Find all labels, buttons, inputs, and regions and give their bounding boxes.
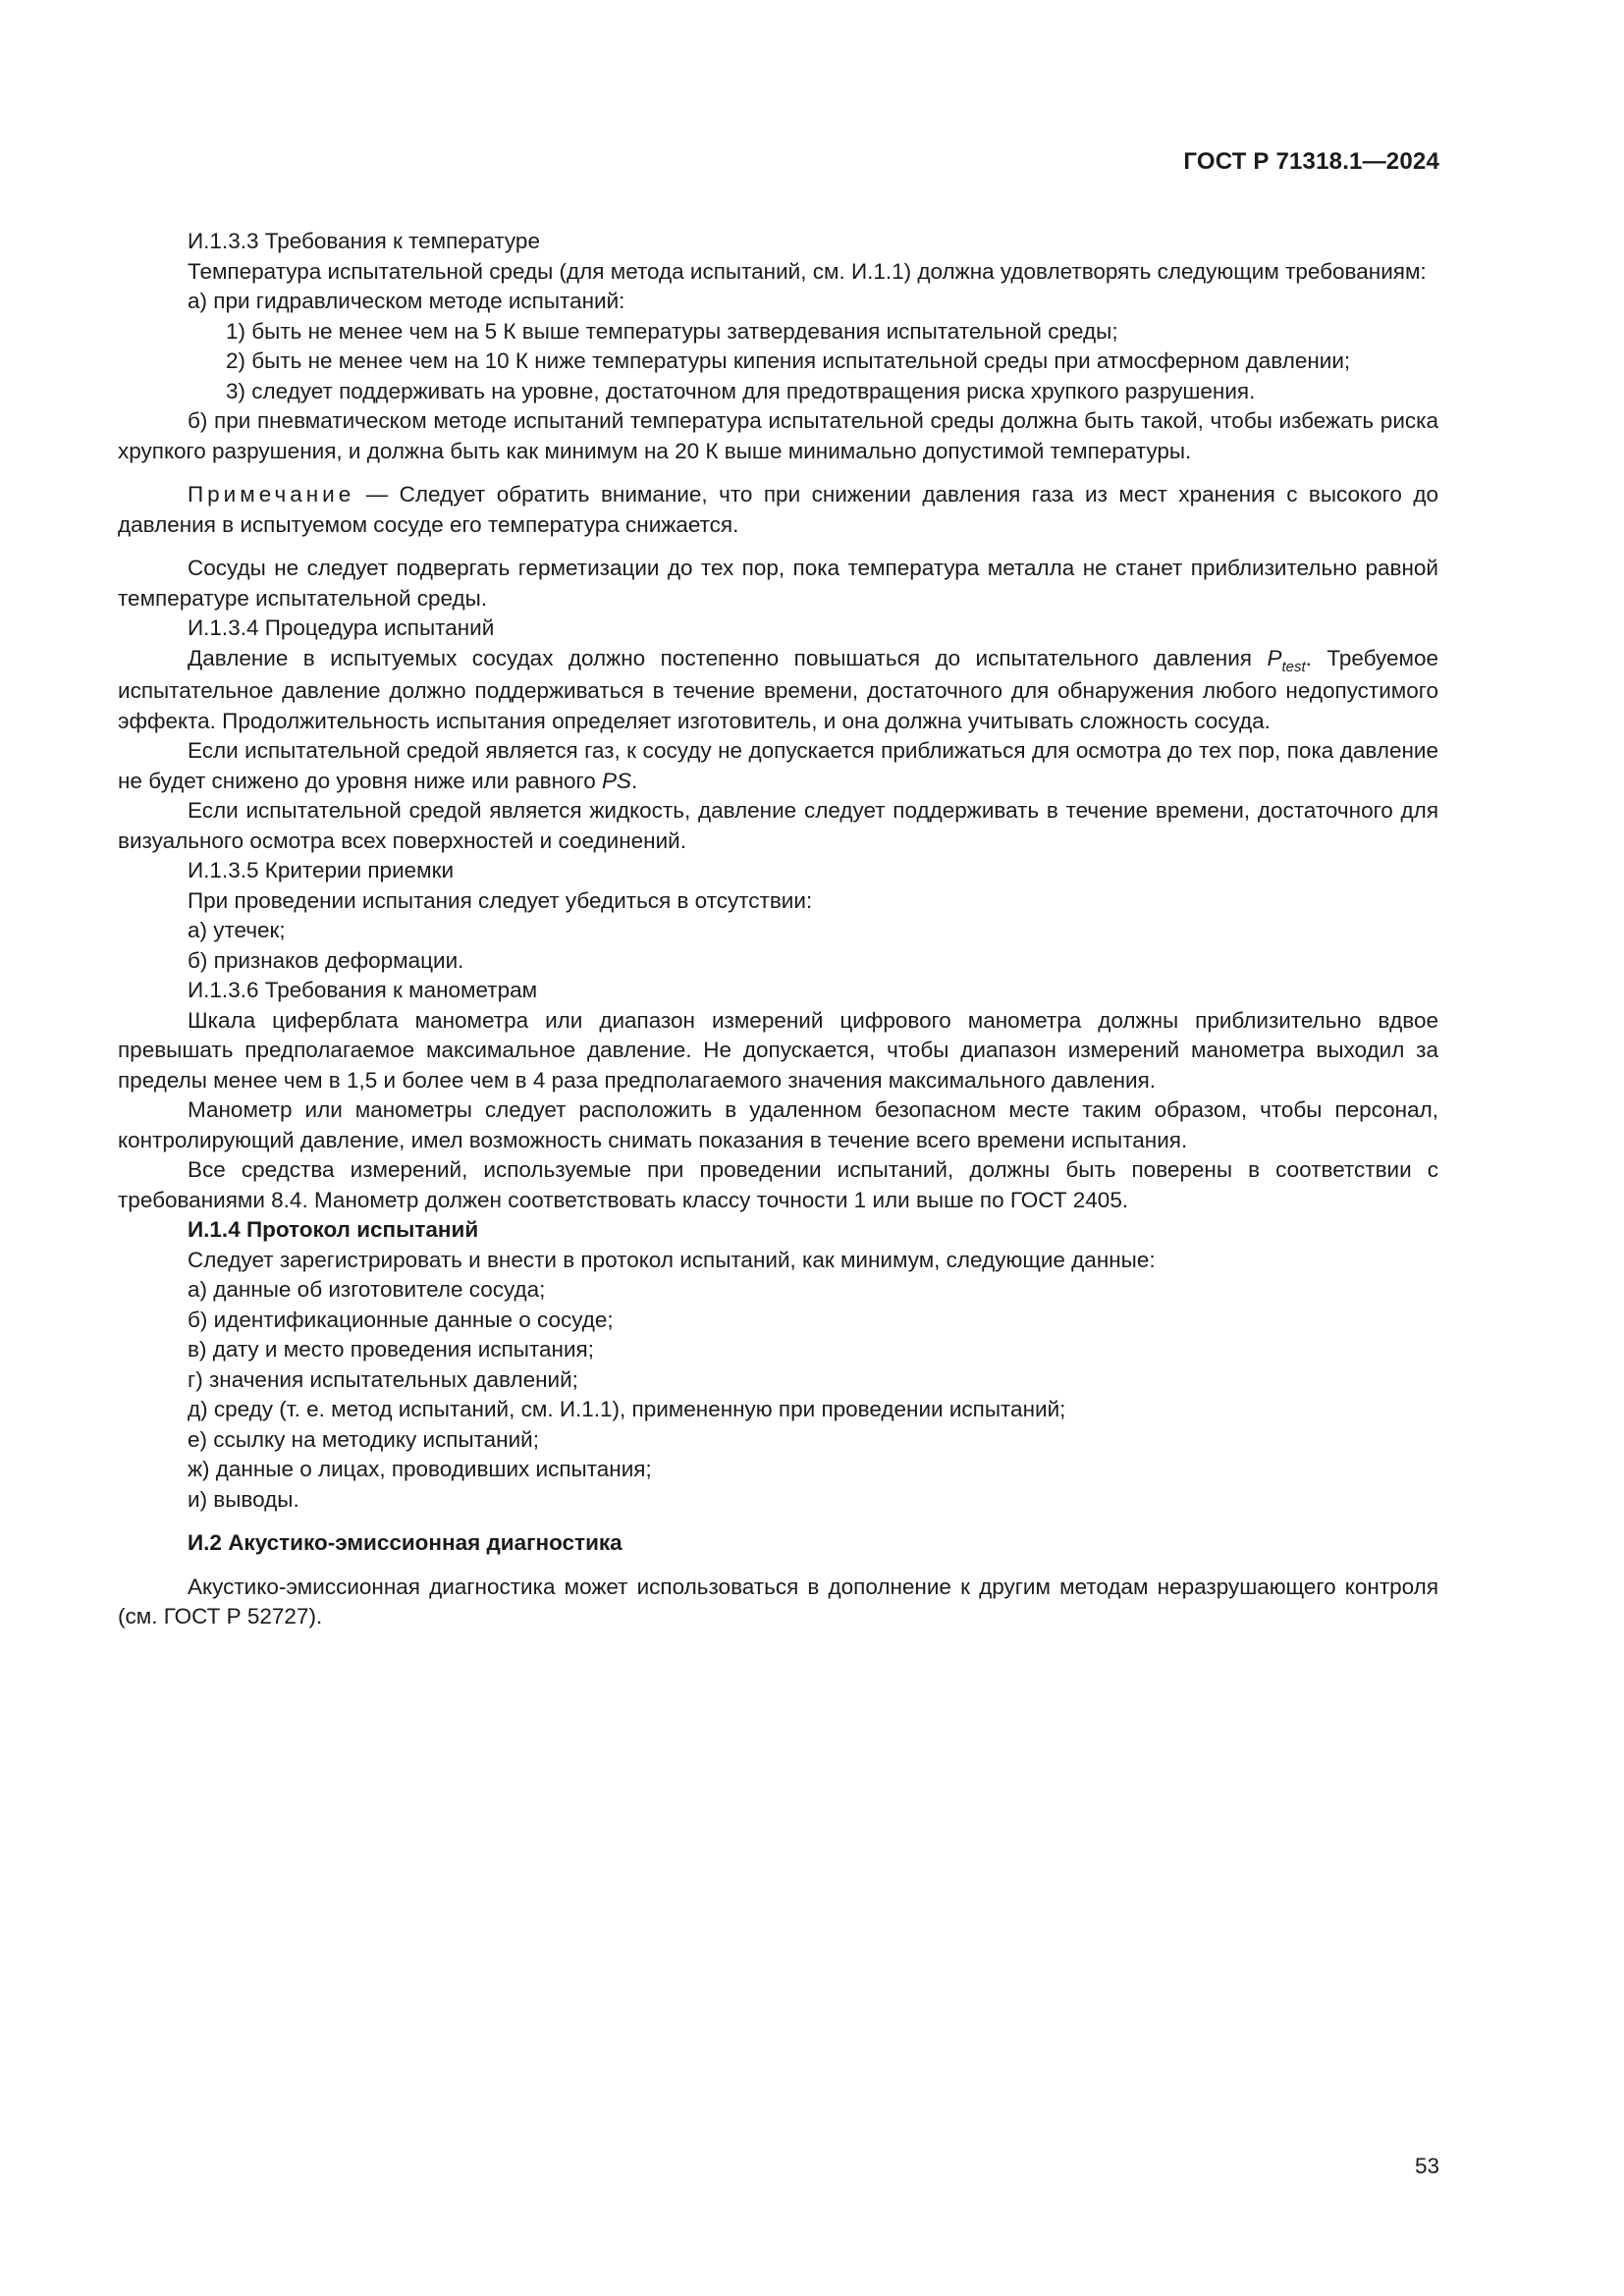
paragraph: Если испытательной средой является газ, к сосуду не допускается приближаться для осмотра до тех пор, пока давление не будет снижено до уровня ниже или равного PS. [118,738,1438,793]
page-number: 53 [1414,2154,1439,2178]
list-item: д) среду (т. е. метод испытаний, см. И.1.1), примененную при проведении испытаний; [188,1397,1066,1421]
list-item: б) признаков деформации. [188,947,464,973]
subsection-heading: И.2 Акустико-эмиссионная диагностика [188,1530,623,1555]
paragraph: Если испытательной средой является жидкость, давление следует поддерживать в течение времени, достаточного для визуального осмотра всех поверхностей и соединений. [118,798,1438,853]
subscript-test: test [1281,658,1306,675]
list-item: е) ссылку на методику испытаний; [188,1426,540,1452]
paragraph: Температура испытательной среды (для метода испытаний, см. И.1.1) должна удовлетворять следующим требованиям: [188,258,1427,284]
list-item: и) выводы. [188,1486,299,1512]
section-heading: И.1.3.3 Требования к температуре [188,229,540,253]
paragraph: При проведении испытания следует убедиться в отсутствии: [188,887,813,913]
list-item: г) значения испытательных давлений; [188,1366,578,1392]
paragraph: Сосуды не следует подвергать герметизации до тех пор, пока температура металла не станет приблизительно равной температуре испытательной среды. [118,556,1438,611]
note [118,480,1438,540]
list-item: ж) данные о лицах, проводивших испытания; [188,1457,652,1481]
paragraph: Акустико-эмиссионная диагностика может использоваться в дополнение к другим методам неразрушающего контроля (см. ГОСТ Р 52727). [118,1574,1438,1629]
paragraph: Все средства измерений, используемые при проведении испытаний, должны быть поверены в соответствии с требованиями 8.4. Манометр должен соответствовать классу точности 1 или выше по ГОСТ 2405. [118,1157,1438,1212]
paragraph: Шкала циферблата манометра или диапазон измерений цифрового манометра должны приблизительно вдвое превышать предполагаемое максимальное давление. Не допускается, чтобы диапазон измерений манометра выходил за пределы менее чем в 1,5 и более чем в 4 раза предполагаемого значения максимального давления. [118,1007,1438,1093]
list-item: б) идентификационные данные о сосуде; [188,1307,614,1332]
paragraph: б) при пневматическом методе испытаний температура испытательной среды должна быть такой, чтобы избежать риска хрупкого разрушения, и должна быть как минимум на 20 К выше минимально допустимой температуры. [118,408,1438,463]
note-text: — Следует обратить внимание, что при снижении давления газа из мест хранения с высокого до давления в испытуемом сосуде его температура снижается. [118,482,1438,537]
section-heading: И.1.3.4 Процедура испытаний [188,615,495,640]
list-item: 1) быть не менее чем на 5 К выше температуры затвердевания испытательной среды; [226,318,1118,344]
document-id: ГОСТ Р 71318.1—2024 [1183,148,1439,175]
document-body [118,227,1438,1632]
paragraph: Следует зарегистрировать и внести в протокол испытаний, как минимум, следующие данные: [188,1247,1156,1272]
variable-p: P [1267,645,1282,670]
list-item: 2) быть не менее чем на 10 К ниже температуры кипения испытательной среды при атмосферном давлении; [226,348,1351,373]
list-item: а) при гидравлическом методе испытаний: [188,289,625,313]
section-heading: И.1.3.6 Требования к манометрам [188,978,538,1002]
paragraph: Манометр или манометры следует расположить в удаленном безопасном месте таким образом, чтобы персонал, контролирующий давление, имел возможность снимать показания в течение всего времени испытания. [118,1097,1438,1152]
note-label: Примечание [188,482,355,507]
list-item: в) дату и место проведения испытания; [188,1337,594,1362]
list-item: а) утечек; [188,918,286,942]
paragraph: Давление в испытуемых сосудах должно постепенно повышаться до испытательного давления $P_{test}$. Требуемое испытательное давление должно поддерживаться в течение времени, достаточного для обнаружения любого недопустимого эффекта. Продолжительность испытания определяет изготовитель, и она должна учитывать сложность сосуда. [118,645,1438,733]
list-item: 3) следует поддерживать на уровне, достаточном для предотвращения риска хрупкого разрушения. [226,378,1256,403]
section-heading: И.1.3.5 Критерии приемки [188,858,455,882]
list-item: а) данные об изготовителе сосуда; [188,1277,546,1302]
subsection-heading: И.1.4 Протокол испытаний [188,1217,479,1242]
variable-ps: PS [602,768,632,793]
